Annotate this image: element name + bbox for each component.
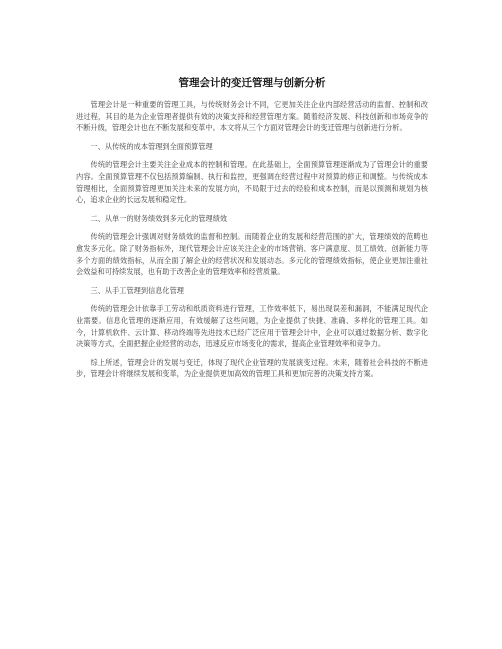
section-1-heading: 一、从传统的成本管理到全面预算管理 bbox=[90, 141, 213, 151]
document-page bbox=[76, 76, 428, 387]
section-3-body: 传统的管理会计依靠手工劳动和纸质资料进行管理，工作效率低下，易出现误差和漏洞，不能满足现代企业需要。信息化管理的逐渐应用，有效缓解了这些问题，为企业提供了快捷、准确、多样化的管理工具。如今，计算机软件、云计算、移动终端等先进技术已经广泛应用于管理会计中，企业可以通过数据分析、数字化决策等方式，全面把握企业经营的动态，迅速反应市场变化的需求，提高企业管理效率和竞争力。 bbox=[76, 304, 428, 349]
section-2-heading: 二、从单一的财务绩效到多元化的管理绩效 bbox=[90, 213, 228, 223]
intro-paragraph: 管理会计是一种重要的管理工具，与传统财务会计不同，它更加关注企业内部经营活动的监督、控制和改进过程，其目的是为企业管理者提供有效的决策支持和经营管理方案。随着经济发展、科技创新和市场竞争的不断升级，管理会计也在不断发展和变革中。本文将从三个方面对管理会计的变迁管理与创新进行分析。 bbox=[76, 100, 428, 133]
section-1-body: 传统的管理会计主要关注企业成本的控制和管理。在此基础上，全面预算管理逐渐成为了管理会计的重要内容。全面预算管理不仅包括预算编制、执行和监控，更强调在经营过程中对预算的修正和调整。与传统成本管理相比，全面预算管理更加关注未来的发展方向，不局限于过去的经验和成本控制，而是以预测和规划为核心，追求企业的长远发展和稳定性。 bbox=[76, 160, 428, 205]
conclusion-paragraph: 综上所述，管理会计的发展与变迁，体现了现代企业管理的发展演变过程。未来，随着社会科技的不断进步，管理会计将继续发展和变革，为企业提供更加高效的管理工具和更加完善的决策支持方案。 bbox=[76, 357, 428, 379]
section-3-heading: 三、从手工管理到信息化管理 bbox=[90, 285, 184, 295]
section-2-body: 传统的管理会计强调对财务绩效的监督和控制。而随着企业的发展和经营范围的扩大，管理绩效的范畴也愈发多元化。除了财务指标外，现代管理会计应该关注企业的市场营销、客户满意度、员工绩效、创新能力等多个方面的绩效指标，从而全面了解企业的经营状况和发展动态。多元化的管理绩效指标，使企业更加注重社会效益和可持续发展，也有助于改善企业的管理效率和经营质量。 bbox=[76, 232, 428, 277]
document-title: 管理会计的变迁管理与创新分析 bbox=[178, 77, 326, 89]
